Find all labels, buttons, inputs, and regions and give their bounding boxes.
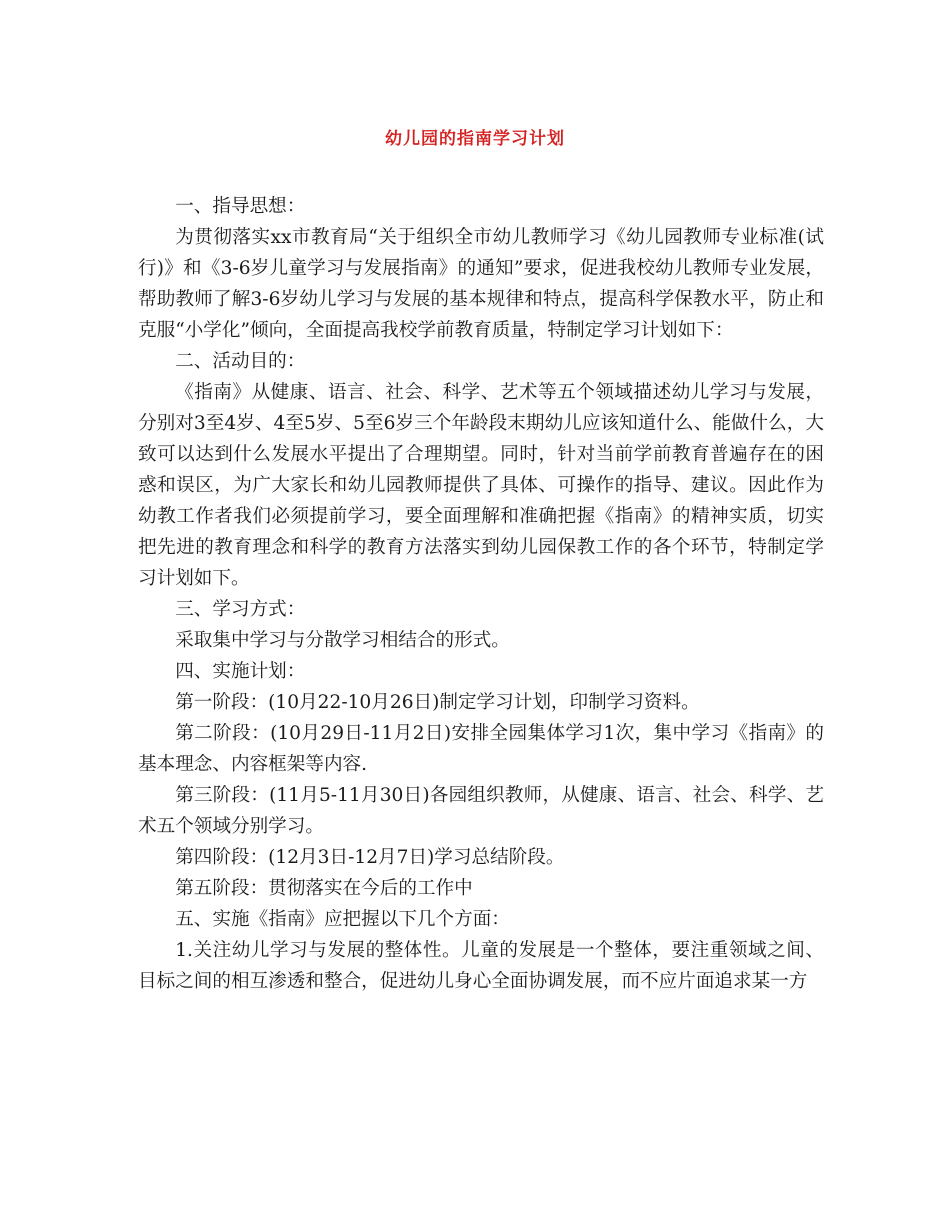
paragraph-stage-1: 第一阶段：(10月22-10月26日)制定学习计划，印制学习资料。 (175, 692, 700, 713)
section-heading-activity-purpose: 二、活动目的： (175, 351, 306, 372)
paragraph-stage-2: 第二阶段：(10月29日-11月2日)安排全园集体学习1次，集中学习《指南》的基本理念、内容框架等内容. (138, 723, 824, 775)
paragraph-learning-method: 采取集中学习与分散学习相结合的形式。 (175, 630, 510, 651)
section-heading-implementation-plan: 四、实施计划： (175, 661, 306, 682)
section-heading-learning-method: 三、学习方式： (175, 599, 306, 620)
paragraph-stage-4: 第四阶段：(12月3日-12月7日)学习总结阶段。 (175, 847, 565, 868)
section-heading-guiding-thought: 一、指导思想： (175, 196, 306, 217)
paragraph-aspect-1: 1.关注幼儿学习与发展的整体性。儿童的发展是一个整体，要注重领域之间、目标之间的相互渗透和整合，促进幼儿身心全面协调发展，而不应片面追求某一方 (138, 940, 824, 992)
section-heading-key-aspects: 五、实施《指南》应把握以下几个方面： (175, 909, 510, 930)
paragraph-activity-purpose: 《指南》从健康、语言、社会、科学、艺术等五个领域描述幼儿学习与发展，分别对3至4岁、4至5岁、5至6岁三个年龄段末期幼儿应该知道什么、能做什么，大致可以达到什么发展水平提出了合理期望。同时，针对当前学前教育普遍存在的困惑和误区，为广大家长和幼儿园教师提供了具体、可操作的指导、建议。因此作为幼教工作者我们必须提前学习，要全面理解和准确把握《指南》的精神实质，切实把先进的教育理念和科学的教育方法落实到幼儿园保教工作的各个环节，特制定学习计划如下。 (138, 382, 824, 589)
paragraph-stage-5: 第五阶段：贯彻落实在今后的工作中 (175, 878, 473, 899)
document-body (138, 191, 824, 997)
paragraph-stage-3: 第三阶段：(11月5-11月30日)各园组织教师，从健康、语言、社会、科学、艺术五个领域分别学习。 (138, 785, 824, 837)
document-title: 幼儿园的指南学习计划 (385, 129, 565, 149)
paragraph-guiding-thought: 为贯彻落实xx市教育局“关于组织全市幼儿教师学习《幼儿园教师专业标准(试行)》和《3-6岁儿童学习与发展指南》的通知”要求，促进我校幼儿教师专业发展，帮助教师了解3-6岁幼儿学习与发展的基本规律和特点，提高科学保教水平，防止和克服“小学化”倾向，全面提高我校学前教育质量，特制定学习计划如下： (138, 227, 824, 341)
